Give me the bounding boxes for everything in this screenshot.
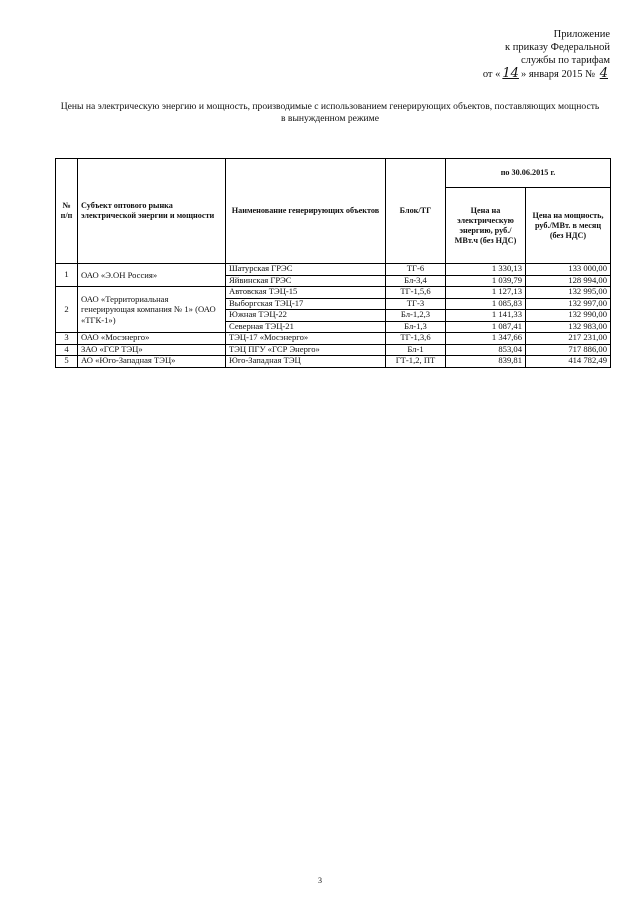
- row-object: Выборгская ТЭЦ-17: [226, 298, 386, 310]
- row-capacity-price: 717 886,00: [526, 344, 611, 356]
- row-capacity-price: 132 995,00: [526, 287, 611, 299]
- header-period: по 30.06.2015 г.: [446, 159, 611, 188]
- row-object: Юго-Западная ТЭЦ: [226, 356, 386, 368]
- page-number: 3: [318, 876, 322, 885]
- row-block: Бл-1,2,3: [386, 310, 446, 322]
- row-energy-price: 839,81: [446, 356, 526, 368]
- row-capacity-price: 132 990,00: [526, 310, 611, 322]
- row-block: ГТ-1,2, ПТ: [386, 356, 446, 368]
- row-object: Шатурская ГРЭС: [226, 264, 386, 276]
- row-object: ТЭЦ-17 «Мосэнерго»: [226, 333, 386, 345]
- row-capacity-price: 133 000,00: [526, 264, 611, 276]
- table-row: [56, 333, 611, 345]
- table-row: [56, 264, 611, 276]
- row-num: 1: [56, 264, 78, 287]
- header-subject: Субъект оптового рынка электрической энергии и мощности: [78, 159, 226, 264]
- row-object: Яйвинская ГРЭС: [226, 275, 386, 287]
- row-capacity-price: 414 782,49: [526, 356, 611, 368]
- order-day-handwritten: 14: [502, 66, 519, 81]
- row-energy-price: 1 039,79: [446, 275, 526, 287]
- row-subject: ОАО «Мосэнерго»: [78, 333, 226, 345]
- header-block: Блок/ТГ: [386, 159, 446, 264]
- row-subject: ОАО «Территориальная генерирующая компания № 1» (ОАО «ТГК-1»): [78, 287, 226, 333]
- row-capacity-price: 132 983,00: [526, 321, 611, 333]
- row-subject: АО «Юго-Западная ТЭЦ»: [78, 356, 226, 368]
- table-row: [56, 356, 611, 368]
- appendix-header: [483, 28, 610, 81]
- row-capacity-price: 128 994,00: [526, 275, 611, 287]
- row-object: Автовская ТЭЦ-15: [226, 287, 386, 299]
- row-block: Бл-3,4: [386, 275, 446, 287]
- appendix-line-1: Приложение: [553, 29, 610, 40]
- row-energy-price: 1 347,66: [446, 333, 526, 345]
- row-capacity-price: 132 997,00: [526, 298, 611, 310]
- row-energy-price: 1 330,13: [446, 264, 526, 276]
- row-energy-price: 1 141,33: [446, 310, 526, 322]
- row-energy-price: 1 127,13: [446, 287, 526, 299]
- appendix-line-4: [483, 67, 610, 81]
- appendix-line-2: к приказу Федеральной: [505, 42, 610, 53]
- row-block: ТГ-1,3,6: [386, 333, 446, 345]
- header-object: Наименование генерирующих объектов: [226, 159, 386, 264]
- table-row: [56, 287, 611, 299]
- row-subject: ОАО «Э.ОН Россия»: [78, 264, 226, 287]
- header-num: № п/п: [56, 159, 78, 264]
- row-block: ТГ-6: [386, 264, 446, 276]
- row-num: 2: [56, 287, 78, 333]
- row-object: ТЭЦ ПГУ «ГСР Энерго»: [226, 344, 386, 356]
- row-block: Бл-1: [386, 344, 446, 356]
- row-block: Бл-1,3: [386, 321, 446, 333]
- row-object: Северная ТЭЦ-21: [226, 321, 386, 333]
- table-row: [56, 344, 611, 356]
- row-capacity-price: 217 231,00: [526, 333, 611, 345]
- order-date-mid: » января 2015 №: [520, 69, 596, 80]
- row-num: 5: [56, 356, 78, 368]
- row-object: Южная ТЭЦ-22: [226, 310, 386, 322]
- appendix-line-3: службы по тарифам: [521, 55, 610, 66]
- header-energy-price: Цена на электрическую энергию, руб./МВт.ч (без НДС): [446, 188, 526, 264]
- row-block: ТГ-3: [386, 298, 446, 310]
- row-energy-price: 853,04: [446, 344, 526, 356]
- row-num: 3: [56, 333, 78, 345]
- row-energy-price: 1 085,83: [446, 298, 526, 310]
- order-date-prefix: от «: [482, 69, 501, 80]
- row-energy-price: 1 087,41: [446, 321, 526, 333]
- row-num: 4: [56, 344, 78, 356]
- row-block: ТГ-1,5,6: [386, 287, 446, 299]
- document-title: Цены на электрическую энергию и мощность, производимые с использованием генерирующих объектов, поставляющих мощность в вынужденном режиме: [60, 101, 600, 124]
- price-table: [55, 158, 611, 368]
- header-capacity-price: Цена на мощность, руб./МВт. в месяц (без НДС): [526, 188, 611, 264]
- order-number-handwritten: 4: [599, 66, 608, 81]
- row-subject: ЗАО «ГСР ТЭЦ»: [78, 344, 226, 356]
